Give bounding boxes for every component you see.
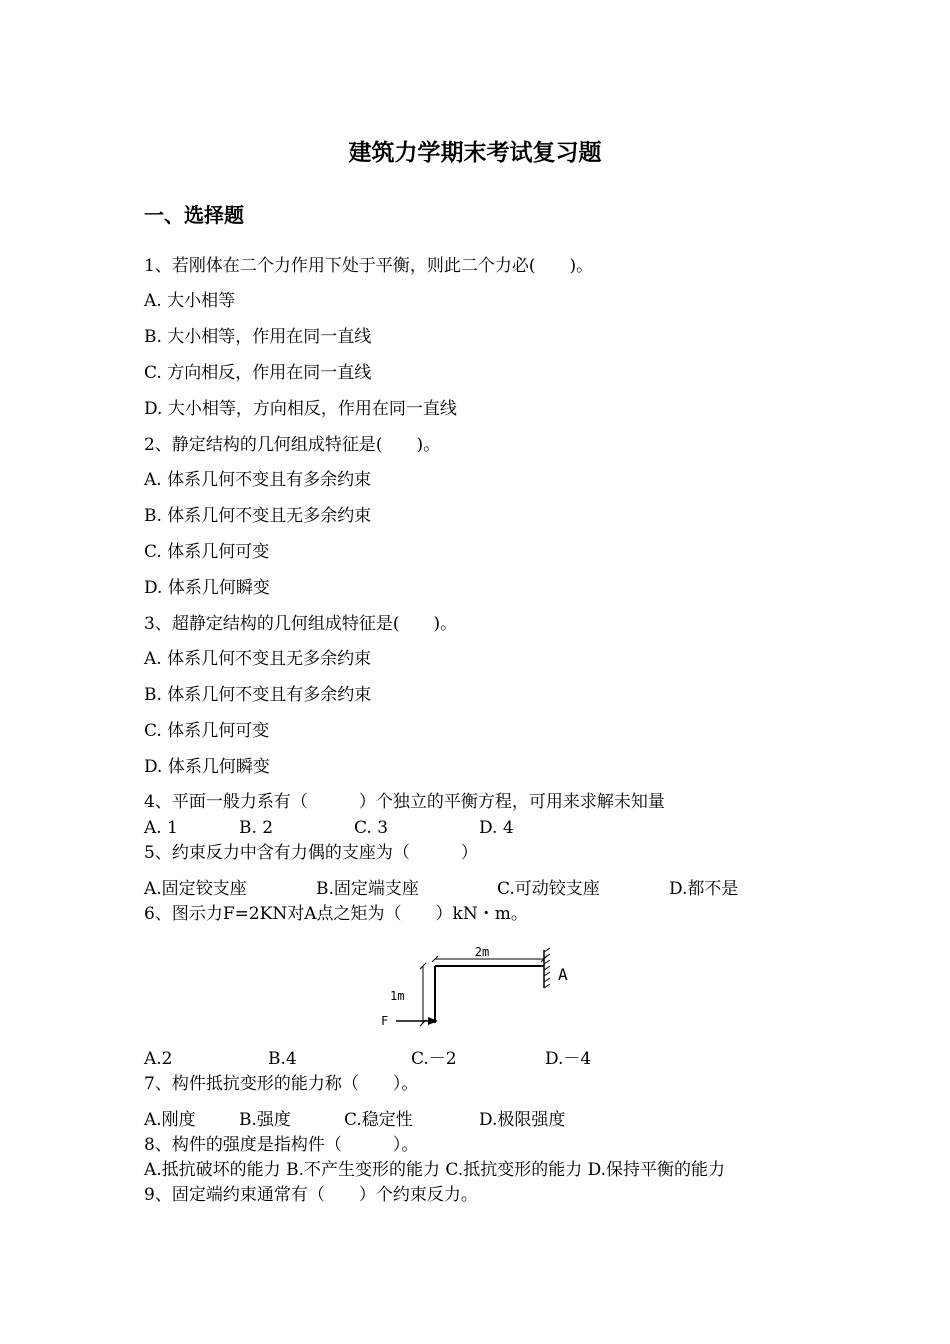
point-a-label: A: [558, 965, 568, 984]
fixed-support-icon: [544, 948, 550, 988]
question-4-option-b: B. 2: [239, 818, 274, 838]
question-6-option-c: C.－2: [411, 1049, 457, 1069]
frame-diagram: [378, 940, 578, 1040]
question-6-option-d: D.－4: [545, 1049, 592, 1069]
dimension-2m: [432, 956, 547, 962]
question-4-option-a: A. 1: [144, 818, 178, 838]
dimension-1m: [420, 963, 426, 1026]
question-4-option-c: C. 3: [354, 818, 389, 838]
question-8-options: A.抵抗破坏的能力 B.不产生变形的能力 C.抵抗变形的能力 D.保持平衡的能力: [144, 1160, 726, 1180]
question-1-option-b: B. 大小相等，作用在同一直线: [144, 327, 372, 347]
question-5-stem: 5、约束反力中含有力偶的支座为（ ）: [144, 843, 478, 863]
question-5-option-b: B.固定端支座: [316, 879, 419, 899]
question-1-option-d: D. 大小相等，方向相反，作用在同一直线: [144, 399, 457, 419]
question-2-stem: 2、静定结构的几何组成特征是( )。: [144, 435, 441, 455]
question-8-stem: 8、构件的强度是指构件（ ）。: [144, 1135, 419, 1155]
question-3-option-c: C. 体系几何可变: [144, 721, 270, 741]
question-4-stem: 4、平面一般力系有（ ）个独立的平衡方程，可用来求解未知量: [144, 792, 665, 812]
question-2-option-c: C. 体系几何可变: [144, 542, 270, 562]
question-7-option-d: D.极限强度: [479, 1110, 566, 1130]
question-9-stem: 9、固定端约束通常有（ ）个约束反力。: [144, 1185, 478, 1205]
question-1-stem: 1、若刚体在二个力作用下处于平衡，则此二个力必( )。: [144, 256, 594, 276]
question-2-option-d: D. 体系几何瞬变: [144, 578, 270, 598]
question-3-option-b: B. 体系几何不变且有多余约束: [144, 685, 372, 705]
question-5-option-c: C.可动铰支座: [497, 879, 600, 899]
section-heading: 一、选择题: [144, 203, 244, 227]
question-5-option-d: D.都不是: [669, 879, 739, 899]
question-1-option-a: A. 大小相等: [144, 291, 236, 311]
question-6-option-a: A.2: [144, 1049, 173, 1069]
question-3-stem: 3、超静定结构的几何组成特征是( )。: [144, 614, 458, 634]
question-7-stem: 7、构件抵抗变形的能力称（ ）。: [144, 1074, 419, 1094]
question-2-option-a: A. 体系几何不变且有多余约束: [144, 470, 372, 490]
question-7-option-a: A.刚度: [144, 1110, 196, 1130]
question-3-option-a: A. 体系几何不变且无多余约束: [144, 649, 372, 669]
question-6-stem: 6、图示力F=2KN对A点之矩为（ ）kN・m。: [144, 904, 528, 924]
page-title: 建筑力学期末考试复习题: [348, 139, 602, 166]
dimension-1m-label: 1m: [390, 989, 405, 1003]
question-7-option-c: C.稳定性: [344, 1110, 413, 1130]
question-3-option-d: D. 体系几何瞬变: [144, 757, 270, 777]
question-4-option-d: D. 4: [479, 818, 514, 838]
question-7-option-b: B.强度: [239, 1110, 291, 1130]
force-label: F: [381, 1014, 389, 1028]
question-2-option-b: B. 体系几何不变且无多余约束: [144, 506, 372, 526]
question-6-option-b: B.4: [268, 1049, 297, 1069]
question-1-option-c: C. 方向相反，作用在同一直线: [144, 363, 372, 383]
dimension-2m-label: 2m: [474, 945, 490, 959]
force-arrow-icon: [396, 1017, 438, 1025]
question-5-option-a: A.固定铰支座: [144, 879, 247, 899]
